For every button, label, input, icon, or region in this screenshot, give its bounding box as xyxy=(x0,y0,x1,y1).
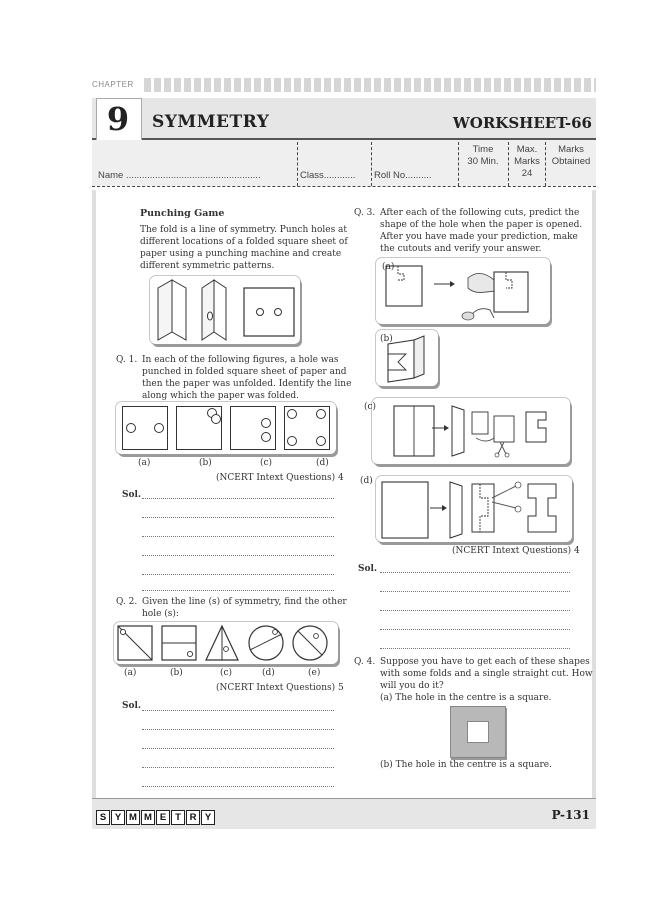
worksheet-page xyxy=(92,78,596,830)
q2-label-e: (e) xyxy=(308,668,321,678)
cut-illustration-a xyxy=(376,258,550,324)
q2-text-1: Given the line (s) of symmetry, find the other xyxy=(142,597,347,607)
logo-letter: Y xyxy=(201,810,215,825)
answer-line[interactable] xyxy=(142,729,334,730)
right-gutter xyxy=(592,190,596,798)
max-value: 24 xyxy=(521,168,533,179)
header-bottom-rule xyxy=(92,186,596,187)
square-hole xyxy=(467,721,489,743)
hole-icon xyxy=(154,423,164,433)
class-field: Class............ xyxy=(300,170,356,181)
q3-sol-label: Sol. xyxy=(358,564,378,574)
logo-letter: T xyxy=(171,810,185,825)
hole-icon xyxy=(261,432,271,442)
hole-icon xyxy=(126,423,136,433)
q2-label-a: (a) xyxy=(124,668,137,678)
header-stripe xyxy=(144,78,596,92)
hole-icon xyxy=(211,414,221,424)
answer-line[interactable] xyxy=(380,610,570,611)
cut-illustration-c xyxy=(372,398,570,464)
logo-letter: M xyxy=(126,810,140,825)
q1-sol-label: Sol. xyxy=(122,490,142,500)
answer-line[interactable] xyxy=(142,498,334,499)
max-label: Max. xyxy=(516,144,538,155)
divider-1 xyxy=(297,142,298,186)
q2-figures xyxy=(114,622,338,664)
cut-illustration-d xyxy=(376,476,572,542)
logo-letter: S xyxy=(96,810,110,825)
answer-line[interactable] xyxy=(142,517,334,518)
q1-label-b: (b) xyxy=(199,458,212,468)
answer-line[interactable] xyxy=(142,536,334,537)
q3-label-d: (d) xyxy=(360,476,373,486)
logo-letter: Y xyxy=(111,810,125,825)
q4-text-2: with some folds and a single straight cut. How xyxy=(380,669,593,679)
chapter-title: SYMMETRY xyxy=(152,112,270,132)
q2-source: (NCERT Intext Questions) 5 xyxy=(216,683,344,693)
time-value: 30 Min. xyxy=(467,156,499,167)
q2-text-2: hole (s): xyxy=(142,609,179,619)
q3-number: Q. 3. xyxy=(354,208,376,218)
q1-text-4: along which the paper was folded. xyxy=(142,391,300,401)
answer-line[interactable] xyxy=(142,574,334,575)
q3-label-c: (c) xyxy=(364,402,377,412)
punching-figure xyxy=(150,276,300,344)
q1-figures xyxy=(116,402,336,454)
q1-label-a: (a) xyxy=(138,458,151,468)
answer-line[interactable] xyxy=(142,786,334,787)
punch-text-2: different locations of a folded square sheet of xyxy=(140,237,348,247)
divider-5 xyxy=(545,142,546,186)
q3-figure-c xyxy=(372,398,570,464)
q3-source: (NCERT Intext Questions) 4 xyxy=(452,546,580,556)
answer-line[interactable] xyxy=(142,748,334,749)
q3-text-2: shape of the hole when the paper is opened. xyxy=(380,220,583,230)
logo-letter: M xyxy=(141,810,155,825)
q3-label-a: (a) xyxy=(382,262,395,272)
q3-figure-d xyxy=(376,476,572,542)
q1-label-c: (c) xyxy=(260,458,273,468)
answer-line[interactable] xyxy=(380,648,570,649)
answer-line[interactable] xyxy=(380,572,570,573)
logo-letter: R xyxy=(186,810,200,825)
q3-figure-a xyxy=(376,258,550,324)
q1-label-d: (d) xyxy=(316,458,329,468)
folded-paper-illustration xyxy=(150,276,300,344)
marks-label: Marks xyxy=(514,156,540,167)
worksheet-title: WORKSHEET-66 xyxy=(452,114,592,132)
answer-line[interactable] xyxy=(142,767,334,768)
name-field: Name ................................................... xyxy=(98,170,261,181)
q4-part-a: (a) The hole in the centre is a square. xyxy=(380,693,552,703)
symmetry-logo xyxy=(96,810,216,824)
q1-text-2: punched in folded square sheet of paper and xyxy=(142,367,347,377)
divider-3 xyxy=(458,142,459,186)
q2-label-c: (c) xyxy=(220,668,233,678)
q3-label-b: (b) xyxy=(380,334,393,344)
obtained-label-1: Marks xyxy=(558,144,584,155)
q3-text-1: After each of the following cuts, predict the xyxy=(380,208,580,218)
q2-label-b: (b) xyxy=(170,668,183,678)
q4-number: Q. 4. xyxy=(354,657,376,667)
q3-text-4: the cutouts and verify your answer. xyxy=(380,244,542,254)
q1-source: (NCERT Intext Questions) 4 xyxy=(216,473,344,483)
answer-line[interactable] xyxy=(380,629,570,630)
punch-text-4: different symmetric patterns. xyxy=(140,261,275,271)
symmetry-shapes xyxy=(114,622,338,664)
hole-icon xyxy=(287,409,297,419)
answer-line[interactable] xyxy=(142,555,334,556)
answer-line[interactable] xyxy=(380,591,570,592)
hole-icon xyxy=(316,436,326,446)
q2-sol-label: Sol. xyxy=(122,701,142,711)
answer-line[interactable] xyxy=(142,590,334,591)
hole-icon xyxy=(316,409,326,419)
q3-text-3: After you have made your prediction, make xyxy=(380,232,578,242)
punching-game-title: Punching Game xyxy=(140,208,225,219)
q1-text-1: In each of the following figures, a hole was xyxy=(142,355,339,365)
chapter-number: 9 xyxy=(106,100,130,138)
square-hole-figure xyxy=(450,706,506,758)
logo-letter: E xyxy=(156,810,170,825)
q4-text-3: will you do it? xyxy=(380,681,444,691)
hole-icon xyxy=(287,436,297,446)
left-gutter xyxy=(92,190,96,798)
q1-number: Q. 1. xyxy=(116,355,138,365)
chapter-label: CHAPTER xyxy=(92,80,134,89)
q2-number: Q. 2. xyxy=(116,597,138,607)
page-number: P-131 xyxy=(551,808,590,822)
q1-text-3: then the paper was unfolded. Identify the line xyxy=(142,379,352,389)
punch-text-3: paper using a punching machine and create xyxy=(140,249,342,259)
time-label: Time xyxy=(472,144,494,155)
divider-2 xyxy=(371,142,372,186)
q1-figure-c xyxy=(230,406,276,450)
q4-part-b: (b) The hole in the centre is a square. xyxy=(380,760,552,770)
q4-text-1: Suppose you have to get each of these shapes xyxy=(380,657,590,667)
answer-line[interactable] xyxy=(142,710,334,711)
q2-label-d: (d) xyxy=(262,668,275,678)
hole-icon xyxy=(261,418,271,428)
obtained-label-2: Obtained xyxy=(551,156,591,167)
punch-text-1: The fold is a line of symmetry. Punch holes at xyxy=(140,225,348,235)
roll-field: Roll No.......... xyxy=(374,170,432,181)
divider-4 xyxy=(508,142,509,186)
